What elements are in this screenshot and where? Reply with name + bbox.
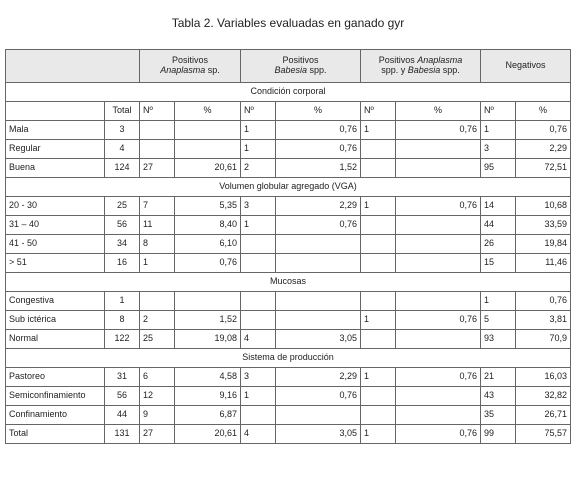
row-total: 56 [105,216,140,235]
cell-percent: 5,35 [175,197,241,216]
row-label: Sub ictérica [6,311,105,330]
cell-count: 1 [481,121,516,140]
cell-count [361,406,396,425]
cell-count: 8 [140,235,175,254]
table-row [6,159,571,178]
cell-count: 1 [481,292,516,311]
cell-count [361,254,396,273]
section-title: Condición corporal [6,83,571,102]
section-title-row [6,83,571,102]
row-label: Pastoreo [6,368,105,387]
cell-count: 2 [241,159,276,178]
cell-percent [276,311,361,330]
table-row [6,311,571,330]
subheader-n: Nº [481,102,516,121]
cell-percent: 0,76 [175,254,241,273]
cell-count: 43 [481,387,516,406]
cell-count [241,235,276,254]
table-row [6,235,571,254]
row-total: 44 [105,406,140,425]
cell-percent [396,387,481,406]
cell-percent: 16,03 [516,368,571,387]
section-title-row [6,178,571,197]
subheader-n: Nº [241,102,276,121]
section-title: Sistema de producción [6,349,571,368]
cell-count [241,254,276,273]
header-babesia: Positivos Babesia spp. [241,50,361,83]
row-total: 3 [105,121,140,140]
cell-percent: 11,46 [516,254,571,273]
subheader-total: Total [105,102,140,121]
subheader-pct: % [516,102,571,121]
table-row [6,292,571,311]
cell-count: 7 [140,197,175,216]
cell-count: 9 [140,406,175,425]
cell-percent [396,159,481,178]
cell-percent: 0,76 [396,197,481,216]
cell-percent: 2,29 [276,197,361,216]
cell-percent: 0,76 [396,425,481,444]
row-label: Total [6,425,105,444]
row-label: Congestiva [6,292,105,311]
subheader-row [6,102,571,121]
row-label: Regular [6,140,105,159]
cell-count [241,292,276,311]
cell-count: 1 [361,121,396,140]
table-row [6,254,571,273]
cell-percent: 26,71 [516,406,571,425]
cell-count: 4 [241,330,276,349]
cell-count [241,311,276,330]
cell-count: 1 [361,368,396,387]
cell-count: 14 [481,197,516,216]
cell-count: 12 [140,387,175,406]
cell-count: 26 [481,235,516,254]
cell-percent [396,406,481,425]
cell-count: 3 [481,140,516,159]
header-negativos: Negativos [481,50,571,83]
table-row [6,406,571,425]
cell-percent: 20,61 [175,425,241,444]
cell-percent: 6,87 [175,406,241,425]
cell-percent: 0,76 [276,121,361,140]
subheader-pct: % [276,102,361,121]
table-row [6,140,571,159]
cell-count [241,406,276,425]
cell-percent: 33,59 [516,216,571,235]
row-total: 25 [105,197,140,216]
cell-percent: 9,16 [175,387,241,406]
cell-percent: 1,52 [276,159,361,178]
header-row [6,50,571,83]
cell-percent: 20,61 [175,159,241,178]
row-total: 31 [105,368,140,387]
cell-count: 27 [140,159,175,178]
cell-count: 15 [481,254,516,273]
cell-percent: 4,58 [175,368,241,387]
row-total: 4 [105,140,140,159]
cell-percent: 32,82 [516,387,571,406]
cell-percent: 0,76 [516,121,571,140]
cell-percent: 72,51 [516,159,571,178]
cell-percent: 0,76 [396,311,481,330]
cell-percent [276,235,361,254]
cell-count: 3 [241,197,276,216]
subheader-n: Nº [140,102,175,121]
subheader-blank [6,102,105,121]
cell-count [361,216,396,235]
cell-percent [276,406,361,425]
section-title: Mucosas [6,273,571,292]
cell-count: 1 [361,197,396,216]
cell-percent [396,330,481,349]
cell-percent [396,140,481,159]
cell-count [140,292,175,311]
cell-percent: 19,84 [516,235,571,254]
cell-count [361,292,396,311]
cell-percent: 0,76 [276,140,361,159]
cell-percent: 8,40 [175,216,241,235]
cell-count [361,140,396,159]
cell-percent: 6,10 [175,235,241,254]
row-label: Mala [6,121,105,140]
cell-count: 1 [361,425,396,444]
cell-count: 1 [241,121,276,140]
cell-count [361,235,396,254]
cell-percent: 0,76 [276,387,361,406]
subheader-n: Nº [361,102,396,121]
section-title-row [6,349,571,368]
header-blank [6,50,140,83]
cell-count: 1 [241,140,276,159]
row-label: 20 - 30 [6,197,105,216]
row-total: 8 [105,311,140,330]
cell-count: 2 [140,311,175,330]
cell-count [140,121,175,140]
cell-percent [396,235,481,254]
header-anaplasma: Positivos Anaplasma sp. [140,50,241,83]
cell-percent: 2,29 [516,140,571,159]
row-label: 41 - 50 [6,235,105,254]
row-label: Normal [6,330,105,349]
row-label: Confinamiento [6,406,105,425]
table-row [6,368,571,387]
cell-count [361,387,396,406]
row-label: > 51 [6,254,105,273]
cell-percent: 3,05 [276,330,361,349]
cell-count [361,159,396,178]
cell-percent: 0,76 [516,292,571,311]
header-anaplasma-babesia: Positivos Anaplasma spp. y Babesia spp. [361,50,481,83]
cell-count: 99 [481,425,516,444]
table-row [6,387,571,406]
cell-percent: 70,9 [516,330,571,349]
cell-count: 3 [241,368,276,387]
cell-percent: 0,76 [276,216,361,235]
cell-count: 95 [481,159,516,178]
cell-count: 1 [140,254,175,273]
cell-percent: 3,05 [276,425,361,444]
cell-count: 5 [481,311,516,330]
row-label: Semiconfinamiento [6,387,105,406]
cell-percent: 2,29 [276,368,361,387]
cell-percent [175,292,241,311]
row-total: 56 [105,387,140,406]
cell-percent: 3,81 [516,311,571,330]
cell-count: 4 [241,425,276,444]
cell-count: 1 [361,311,396,330]
cell-percent [396,216,481,235]
row-total: 34 [105,235,140,254]
cell-percent [175,121,241,140]
cell-count: 25 [140,330,175,349]
cell-percent [276,254,361,273]
table-row [6,330,571,349]
cell-percent: 75,57 [516,425,571,444]
cell-count: 44 [481,216,516,235]
cell-count: 6 [140,368,175,387]
table-row [6,216,571,235]
row-label: 31 – 40 [6,216,105,235]
cell-percent: 0,76 [396,368,481,387]
row-total: 1 [105,292,140,311]
cell-count: 11 [140,216,175,235]
cell-percent: 10,68 [516,197,571,216]
cell-percent: 1,52 [175,311,241,330]
row-total: 16 [105,254,140,273]
table-row [6,425,571,444]
row-total: 131 [105,425,140,444]
cell-count: 1 [241,387,276,406]
table-row [6,121,571,140]
row-total: 124 [105,159,140,178]
cell-percent: 0,76 [396,121,481,140]
cell-count: 93 [481,330,516,349]
row-total: 122 [105,330,140,349]
cell-count [361,330,396,349]
cell-percent [396,254,481,273]
cell-count [140,140,175,159]
row-label: Buena [6,159,105,178]
cell-count: 27 [140,425,175,444]
cell-percent [396,292,481,311]
cell-percent [276,292,361,311]
section-title: Volumen globular agregado (VGA) [6,178,571,197]
section-title-row [6,273,571,292]
cell-count: 35 [481,406,516,425]
subheader-pct: % [396,102,481,121]
variables-table [5,49,571,444]
table-row [6,197,571,216]
cell-percent: 19,08 [175,330,241,349]
cell-count: 21 [481,368,516,387]
table-caption: Tabla 2. Variables evaluadas en ganado gyr [171,16,405,30]
subheader-pct: % [175,102,241,121]
cell-count: 1 [241,216,276,235]
cell-percent [175,140,241,159]
